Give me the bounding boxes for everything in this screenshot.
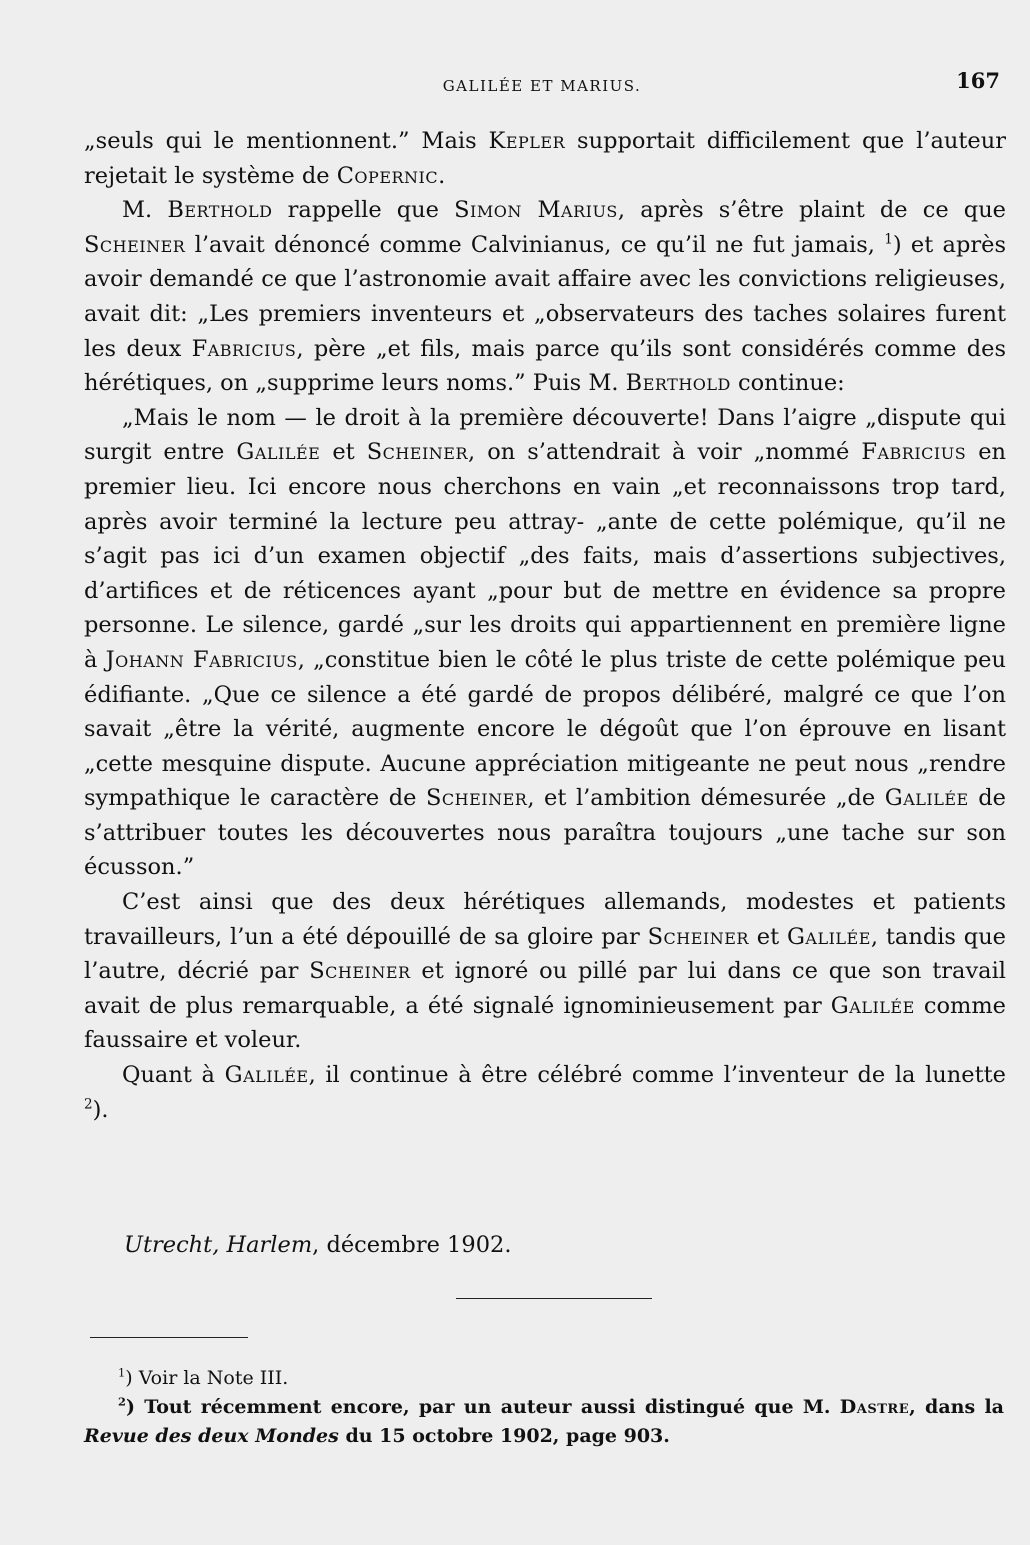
text-run: ). <box>92 1096 109 1123</box>
name-galilee: Galilée <box>830 992 915 1019</box>
name-galilee: Galilée <box>884 785 969 812</box>
text-run: , „constitue bien le côté le plus triste de cette polémique peu édifiante. „Que ce silence a été gardé de propos délibéré, malgré ce que l’on savait „être la vérité, augmente encore le dégoût que l’on éprouve en lisant „cette mesquine dispute. Aucune appréciation mitigeante ne peut nous „rendre sympathique le caractère de <box>84 646 1006 812</box>
text-run: ) et après avoir demandé ce que l’astronomie avait affaire avec les convictions religieuses, avait dit: „Les premiers inventeurs et „observateurs des taches solaires furent les deux <box>84 231 1006 362</box>
text-run: , tandis que l’autre, décrié par <box>84 923 1006 985</box>
name-scheiner: Scheiner <box>647 923 749 950</box>
journal-title: Revue des deux Mondes <box>84 1425 339 1447</box>
paragraph-1 <box>84 124 1006 193</box>
footnote-ref-1: 1 <box>884 231 893 248</box>
dateline-date: , décembre 1902. <box>312 1232 512 1258</box>
text-run: et <box>320 439 367 466</box>
text-run: de s’attribuer toutes les découvertes nous paraîtra toujours „une tache sur son écusson.” <box>84 785 1006 881</box>
text-run: „Mais le nom — le droit à la première découverte! Dans l’aigre „dispute qui surgit entre <box>84 404 1006 466</box>
text-run: et ignoré ou pillé par lui dans ce que son travail avait de plus remarquable, a été signalé ignominieusement par <box>84 958 1006 1019</box>
text-run: continue: <box>730 370 845 397</box>
text-run: M. <box>122 197 168 224</box>
text-run: , après s’être plaint de ce que <box>617 197 1007 224</box>
page-header <box>82 68 1002 100</box>
paragraph-3-quote <box>84 401 1006 885</box>
text-run: Quant à <box>122 1062 225 1089</box>
name-fabricius: Fabricius <box>861 439 967 466</box>
page-number: 167 <box>956 68 1000 93</box>
name-galilee: Galilée <box>786 923 871 950</box>
name-berthold: Berthold <box>625 370 731 397</box>
footnote-mark: 2 <box>118 1394 126 1409</box>
text-run: l’avait dénoncé comme Calvinianus, ce qu’il ne fut jamais, <box>185 231 885 258</box>
text-run: . <box>438 162 446 189</box>
name-kepler: Kepler <box>488 128 566 154</box>
name-scheiner: Scheiner <box>366 439 469 466</box>
text-run: „seuls qui le mentionnent.” Mais <box>84 128 489 154</box>
dateline <box>124 1232 511 1258</box>
name-simon-marius: Simon Marius <box>454 197 618 224</box>
body-text <box>84 124 1006 1127</box>
text-run: en premier lieu. Ici encore nous cherchons en vain „et reconnaissons trop tard, après avoir terminé la lecture peu attray- „ante de cette polémique, qu’il ne s’agit pas ici d’un examen objectif „des faits, mais d’assertions subjectives, d’artifices et de réticences ayant „pour but de mettre en évidence sa propre personne. Le silence, gardé „sur les droits qui appartiennent en première ligne à <box>84 439 1006 673</box>
text-run: , père „et fils, mais parce qu’ils sont considérés comme des hérétiques, on „supprime leurs noms.” Puis M. <box>84 335 1007 397</box>
footnote-2 <box>84 1393 1004 1451</box>
name-galilee: Galilée <box>236 439 321 466</box>
footnote-ref-2: 2 <box>84 1096 93 1113</box>
name-copernic: Copernic <box>336 162 439 189</box>
footnote-text: ) Tout récemment encore, par un auteur aussi distingué que M. <box>125 1396 840 1418</box>
name-scheiner: Scheiner <box>426 785 528 812</box>
name-scheiner: Scheiner <box>309 958 411 985</box>
footnote-text: du 15 octobre 1902, page 903. <box>338 1425 670 1447</box>
running-title: GALILÉE ET MARIUS. <box>442 77 642 95</box>
name-galilee: Galilée <box>224 1062 309 1089</box>
name-johann-fabricius: Johann Fabricius <box>105 646 298 673</box>
paragraph-5 <box>84 1058 1006 1127</box>
text-run: C’est ainsi que des deux hérétiques allemands, modestes et patients travailleurs, l’un a été dépouillé de sa gloire par <box>84 889 1006 950</box>
text-run: supportait difficilement que l’auteur rejetait le système de <box>84 128 1006 189</box>
text-run: et <box>748 923 787 950</box>
text-run: , on s’attendrait à voir „nommé <box>468 439 862 466</box>
paragraph-2 <box>84 193 1006 401</box>
name-fabricius: Fabricius <box>191 335 297 362</box>
text-run: comme faussaire et voleur. <box>84 992 1006 1054</box>
name-berthold: Berthold <box>167 197 273 224</box>
text-run: , et l’ambition démesurée „de <box>527 785 885 812</box>
footnote-text: , dans la <box>909 1396 1004 1418</box>
footnote-text: ) Voir la Note III. <box>125 1367 289 1389</box>
name-scheiner: Scheiner <box>84 231 186 258</box>
footnote-1 <box>84 1364 1004 1393</box>
footnote-separator <box>90 1337 248 1338</box>
text-run: , il continue à être célébré comme l’inventeur de la lunette <box>308 1062 1006 1089</box>
dateline-place: Utrecht, Harlem <box>124 1232 313 1258</box>
text-run: rappelle que <box>272 197 455 224</box>
footnote-mark: 1 <box>118 1365 126 1380</box>
section-end-rule <box>456 1298 652 1299</box>
footnotes <box>84 1364 1004 1451</box>
paragraph-4 <box>84 885 1006 1058</box>
name-dastre: Dastre <box>839 1396 910 1418</box>
